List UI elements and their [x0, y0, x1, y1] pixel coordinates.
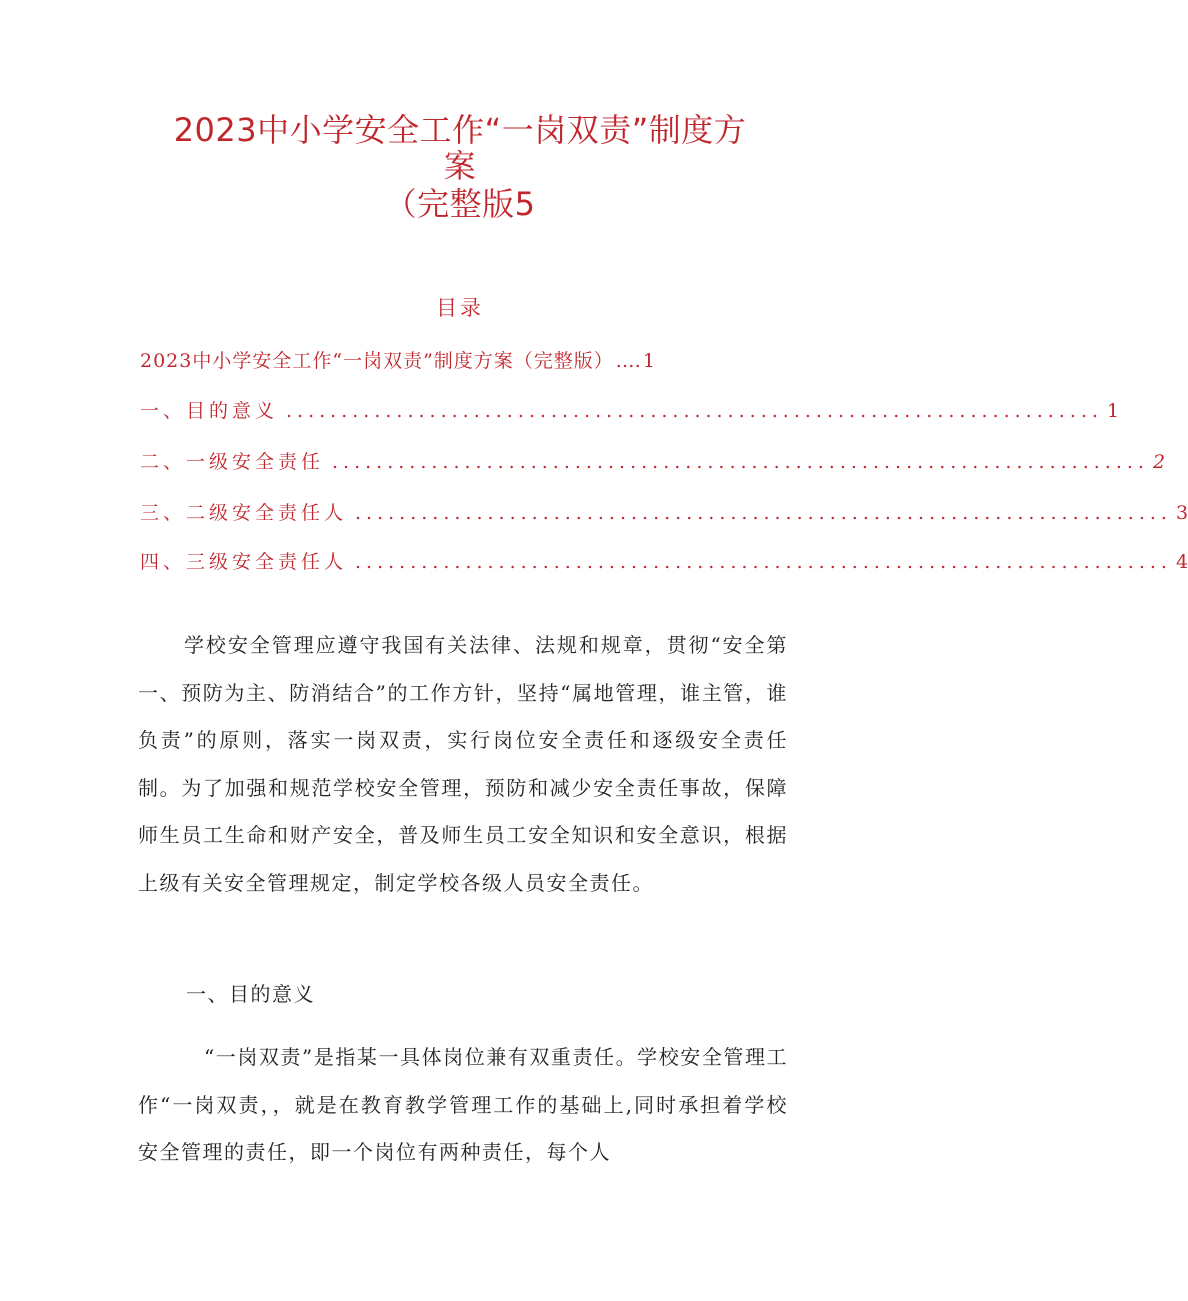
toc-item-page-number: 1 — [642, 350, 655, 372]
toc-item-level-two[interactable] — [140, 498, 1188, 528]
toc-item-leader: .......................................................................... — [286, 400, 1103, 422]
toc-item-level-three[interactable] — [140, 547, 1188, 577]
section-heading: 一、目的意义 — [186, 982, 315, 1006]
toc-item-leader: .......................................................................... — [332, 451, 1149, 473]
toc-heading: 目录 — [436, 296, 484, 320]
toc-item-label: 二、一级安全责任 — [140, 451, 325, 473]
toc-item-full-title[interactable] — [140, 346, 775, 376]
toc-item-leader: .… — [615, 350, 641, 372]
toc-item-page-number: 1 — [1106, 400, 1120, 422]
toc-item-label: 2023中小学安全工作“一岗双责”制度方案（完整版） — [140, 350, 614, 372]
toc-item-page-number: 4 — [1175, 551, 1188, 573]
toc-item-leader: .......................................................................... — [355, 502, 1172, 524]
document-title-line: 案 — [443, 147, 477, 185]
toc-item-page-number: 3 — [1175, 502, 1188, 524]
intro-paragraph: 学校安全管理应遵守我国有关法律、法规和规章，贯彻“安全第一、预防为主、防消结合”的工作方针，坚持“属地管理，谁主管，谁负责”的原则，落实一岗双责，实行岗位安全责任和逐级安全责任制。为了加强和规范学校安全管理，预防和减少安全责任事故，保障师生员工生命和财产安全，普及师生员工安全知识和安全意识，根据上级有关安全管理规定，制定学校各级人员安全责任。 — [138, 633, 788, 895]
toc-item-label: 一、目的意义 — [140, 400, 279, 422]
section-paragraph: “一岗双责”是指某一具体岗位兼有双重责任。学校安全管理工作“一岗双责，，就是在教育教学管理工作的基础上,同时承担着学校安全管理的责任，即一个岗位有两种责任，每个人 — [138, 1045, 788, 1165]
document-title-line: （完整版5 — [384, 185, 536, 223]
toc-item-label: 三、二级安全责任人 — [140, 502, 348, 524]
toc-item-label: 四、三级安全责任人 — [140, 551, 348, 573]
toc-item-purpose[interactable] — [140, 396, 1120, 426]
toc-item-level-one[interactable] — [140, 447, 1166, 477]
document-title-line: 2023中小学安全工作“一岗双责”制度方 — [173, 111, 747, 149]
toc-item-page-number: 2 — [1152, 451, 1166, 473]
toc-item-leader: .......................................................................... — [355, 551, 1172, 573]
